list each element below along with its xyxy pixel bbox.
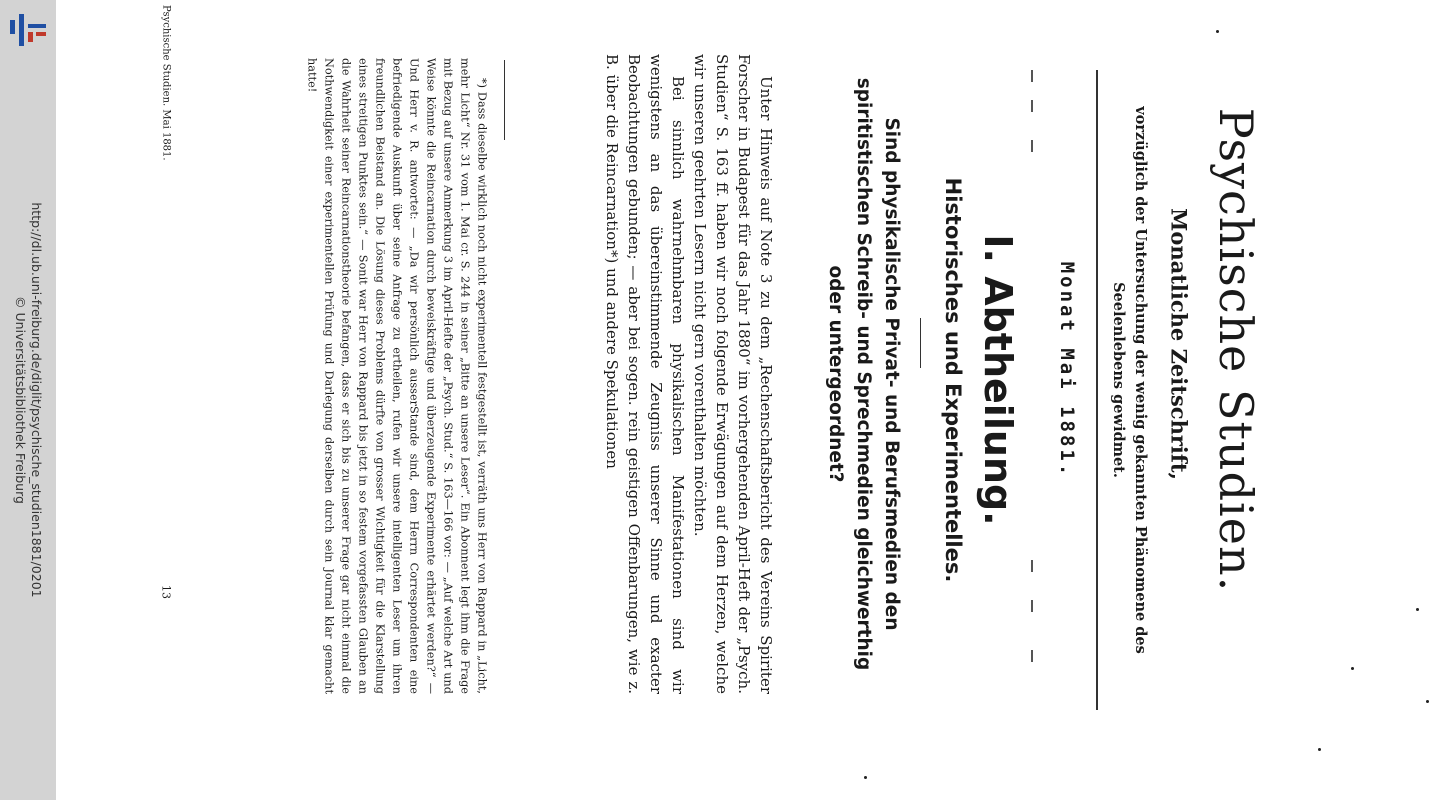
divider-rule — [1096, 70, 1098, 710]
journal-title: Psychische Studien. — [1209, 107, 1263, 593]
scan-speck — [1216, 30, 1219, 33]
dashed-rule — [1031, 70, 1033, 82]
scan-speck — [864, 776, 867, 779]
footnote-rule — [504, 60, 505, 140]
sidebar-source-info — [12, 90, 44, 710]
scan-speck — [1351, 667, 1354, 670]
dashed-rule — [1031, 100, 1033, 112]
page-footer-journal: Psychische Studien. Mai 1881. — [160, 5, 172, 161]
source-url[interactable]: http://dl.ub.uni-freiburg.de/diglit/psychische_studien1881/0201 — [29, 202, 44, 598]
dashed-rule — [1031, 600, 1033, 612]
scan-speck — [1426, 700, 1429, 703]
copyright-notice: © Universitätsbibliothek Freiburg — [13, 296, 28, 504]
issue-date: Monat Mai 1881. — [1056, 261, 1078, 479]
article-title: Sind physikalische Privat- und Berufsmedien den spiritistischen Schreib- und Sprechmedien gleichwerthig oder untergeordnet? — [825, 77, 902, 671]
footnote-text: *) Dass dieselbe wirklich noch nicht experimentell festgestellt ist, verräth uns Herr von Rappard in „Licht, mehr Licht“ Nr. 31 vom 1. Mai cr. S. 244 in seiner „Bitte an unsere Leser“. Ein Abonnent legt ihm die Frage mit Bezug auf unsere Anmerkung 3 im April-Hefte der „Psych. Stud.“ S. 163—166 vor: — „Auf welche Art und Weise könnte die Reincarnation durch beweiskräftige und überzeugende Experimente erhärtet werden?“ — Und Herr v. R. antwortet: — „Da wir persönlich ausserStande sind, dem Herrn Correspondenten eine befriedigende Auskunft über seine Anfrage zu ertheilen, rufen wir unsere intelligenten Leser um ihren freundlichen Beistand an. Die Lösung dieses Problems dürfte von grosser Wichtigkeit für die Klarstellung eines streitigen Punktes sein.“ — Sonit war Herr von Rappard bis jetzt in so festem vorgefassten Glauben an die Wahrheit seiner Reincarnationstheorie befangen, dass er sich bis zu unserer Frage gar nicht einmal die Nothwendigkeit einer experimentellen Prüfung und Darlegung derselben durch sein Journal klar gemacht hatte! — [305, 58, 489, 694]
scan-speck — [1416, 608, 1419, 611]
ub-freiburg-logo-icon[interactable] — [4, 10, 52, 50]
article-body — [601, 54, 777, 694]
body-paragraph: Unter Hinweis auf Note 3 zu dem „Rechenschaftsbericht des Vereins Spiriter Forscher in Budapest für das Jahr 1880“ im vorhergehenden April-Heft der „Psych. Studien“ S. 163 ff. haben wir noch folgende Erwägungen auf dem Herzen, welche wir unseren geehrten Lesern nicht gern vorenthalten möchten. — [691, 54, 775, 694]
section-subheading: Historisches und Experimentelles. — [941, 177, 965, 583]
dashed-rule — [1031, 140, 1033, 152]
dashed-rule — [1031, 650, 1033, 662]
scanned-page — [56, 0, 1440, 800]
scan-speck — [1318, 748, 1321, 751]
journal-subtitle: Monatliche Zeitschrift, — [1166, 208, 1192, 480]
short-rule — [920, 318, 921, 368]
footnote — [304, 58, 491, 694]
viewer-sidebar — [0, 0, 56, 800]
body-paragraph: Bei sinnlich wahrnehmbaren physikalischen Manifestationen sind wir wenigstens an das übereinstimmende Zeugniss unserer Sinne und exacter Beobachtungen gebunden; — aber bei sogen. rein geistigen Offenbarungen, wie z. B. über die Reincarnation*) und andere Spekulationen — [603, 54, 687, 694]
journal-dedication: vorzüglich der Untersuchung der wenig gekannten Phänomene des Seelenlebens gewidmet. — [1110, 106, 1149, 654]
dashed-rule — [1031, 560, 1033, 572]
section-heading: I. Abtheilung. — [976, 234, 1020, 526]
dfg-logo — [0, 700, 56, 800]
page-number: 13 — [159, 585, 173, 599]
